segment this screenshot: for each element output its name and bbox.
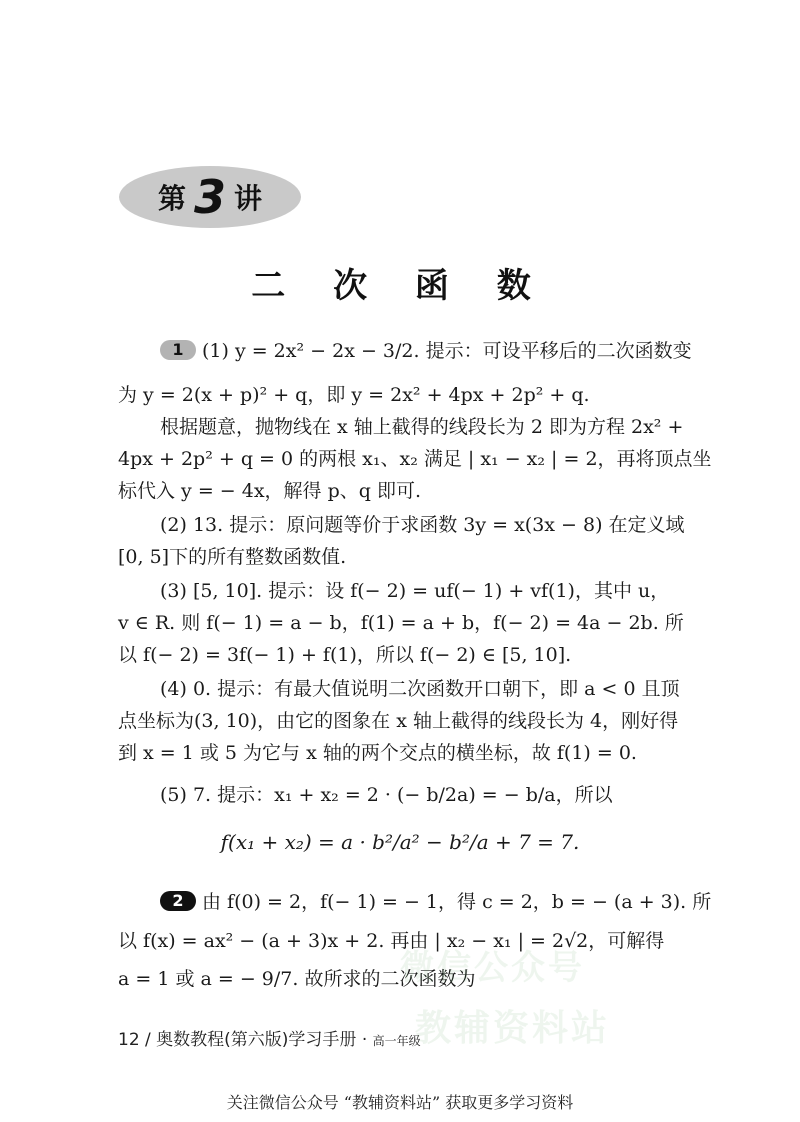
problem1-line: 标代入 y = − 4x，解得 p、q 即可.: [118, 480, 421, 502]
problem1-line: v ∈ R. 则 f(− 1) = a − b，f(1) = a + b，f(− 2) = 4a − 2b. 所: [118, 612, 684, 634]
problem1-line: (2) 13. 提示：原问题等价于求函数 3y = x(3x − 8) 在定义域: [160, 514, 685, 536]
page-number: 12 /: [118, 1030, 151, 1050]
problem1-line: 为 y = 2(x + p)² + q，即 y = 2x² + 4px + 2p² + q.: [118, 384, 590, 406]
chapter-prefix: 第: [157, 182, 186, 215]
problem1-line: (4) 0. 提示：有最大值说明二次函数开口朝下，即 a < 0 且顶: [160, 678, 680, 700]
chapter-number: 3: [193, 170, 226, 224]
grade-label: 高一年级: [372, 1034, 421, 1048]
problem1-badge: 1: [160, 340, 196, 360]
problem1-line: [0, 5]下的所有整数函数值.: [118, 546, 347, 568]
problem2-text: 由 f(0) = 2，f(− 1) = − 1，得 c = 2，b = − (a + 3). 所: [202, 891, 712, 913]
bottom-banner: 关注微信公众号 “教辅资料站” 获取更多学习资料: [226, 1093, 574, 1112]
watermark-line2: 教辅资料站: [415, 1008, 611, 1049]
page-title: 二 次 函 数: [251, 266, 549, 306]
problem1-text: (1) y = 2x² − 2x − 3/2. 提示：可设平移后的二次函数变: [202, 340, 692, 362]
problem1-line: (3) [5, 10]. 提示：设 f(− 2) = uf(− 1) + vf(1)，其中 u，: [160, 580, 670, 602]
problem1-line: (5) 7. 提示：x₁ + x₂ = 2 · (− b/2a) = − b/a，所以: [160, 784, 613, 806]
problem1-line: 根据题意，抛物线在 x 轴上截得的线段长为 2 即为方程 2x² +: [160, 416, 684, 438]
problem2-line: [160, 890, 711, 914]
problem1-line: [160, 339, 692, 363]
problem2-line: 以 f(x) = ax² − (a + 3)x + 2. 再由 | x₂ − x₁ | = 2√2，可解得: [118, 930, 665, 952]
problem1-line: 到 x = 1 或 5 为它与 x 轴的两个交点的横坐标，故 f(1) = 0.: [118, 742, 637, 764]
watermark-line1: 微信公众号: [400, 948, 585, 988]
problem1-line: 点坐标为(3, 10)，由它的图象在 x 轴上截得的线段长为 4，刚好得: [118, 710, 679, 732]
problem2-line: a = 1 或 a = − 9/7. 故所求的二次函数为: [118, 968, 476, 990]
problem2-badge: 2: [160, 891, 196, 911]
book-title: 奥数教程(第六版)学习手册 ·: [156, 1030, 368, 1050]
display-formula: f(x₁ + x₂) = a · b²/a² − b²/a + 7 = 7.: [220, 830, 580, 854]
page-footer: [118, 1025, 421, 1050]
chapter-suffix: 讲: [234, 182, 263, 215]
chapter-badge: [119, 166, 301, 228]
problem1-line: 以 f(− 2) = 3f(− 1) + f(1)，所以 f(− 2) ∈ [5, 10].: [118, 644, 572, 666]
problem1-line: 4px + 2p² + q = 0 的两根 x₁、x₂ 满足 | x₁ − x₂ | = 2，再将顶点坐: [118, 448, 712, 470]
